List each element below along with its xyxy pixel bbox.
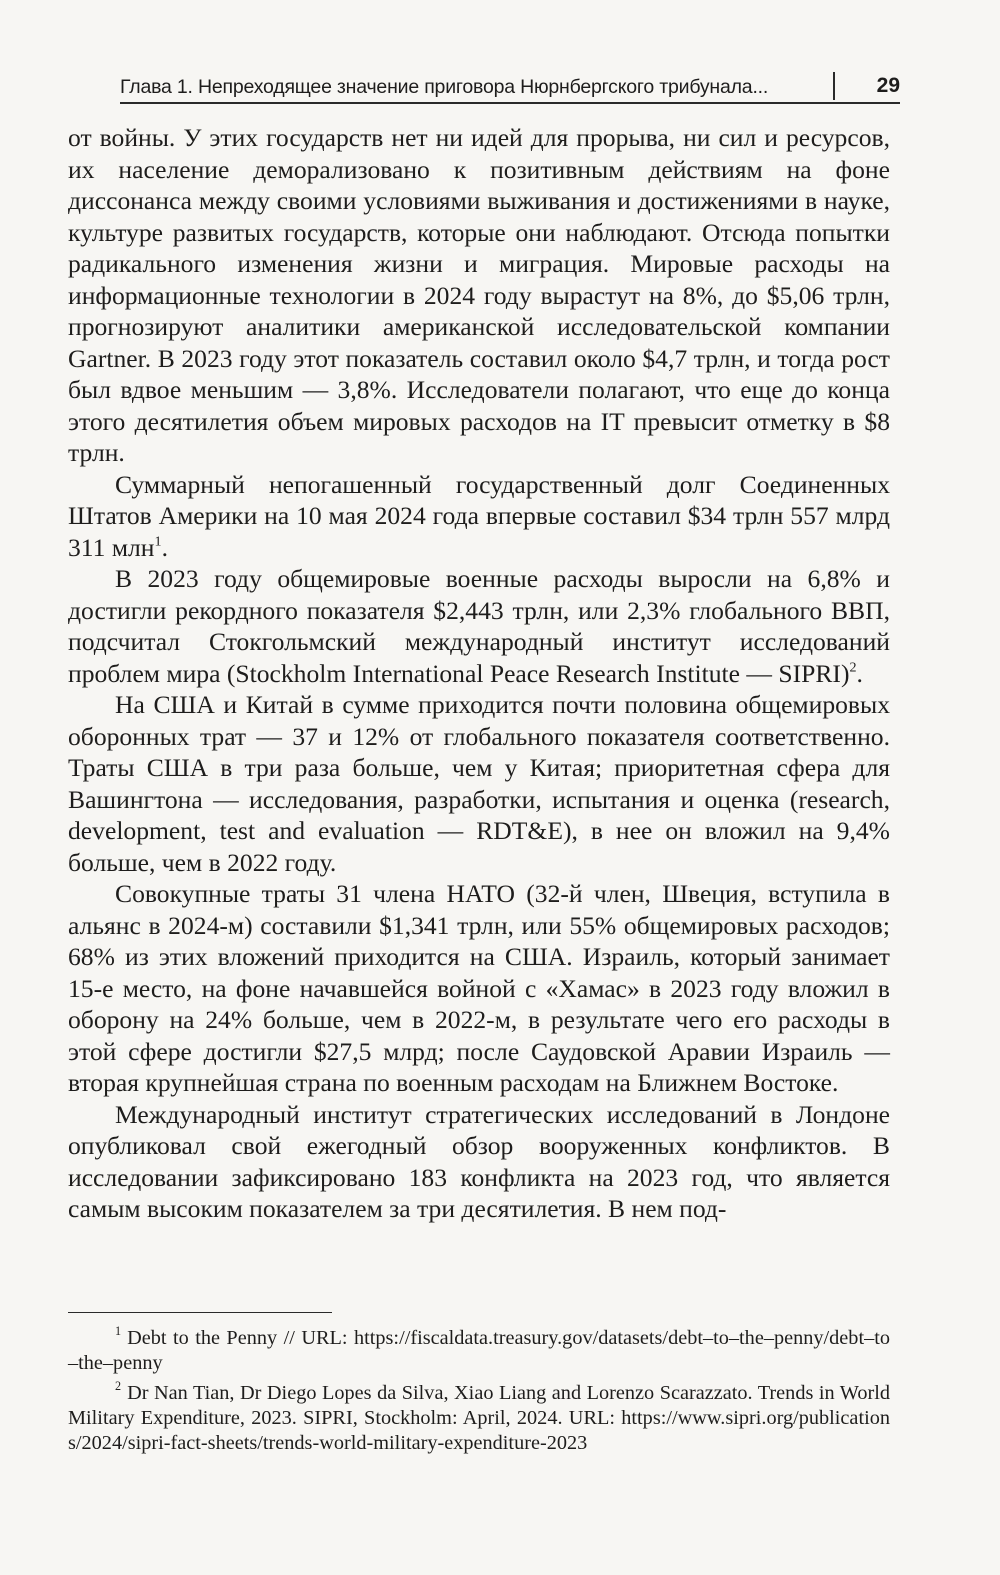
paragraph-5: Совокупные траты 31 члена НАТО (32-й член, Швеция, вступила в альянс в 2024-м) составили $1,341 трлн, или 55% общемировых расходов; 68% из этих вложений приходится на США. Израиль, который занимает 15-е место, на фоне начавшейся войной с «Хамас» в 2023 году вложил в оборону на 24% больше, чем в 2022-м, в результате чего его расходы в этой сфере достигли $27,5 млрд; после Саудовской Аравии Израиль — вторая крупнейшая страна по военным расходам на Ближнем Востоке. (68, 879, 890, 1097)
footnote-divider (68, 1312, 332, 1313)
paragraph-2-text: Суммарный непогашенный государственный долг Соединенных Штатов Америки на 10 мая 2024 года впервые составил $34 трлн 557 млрд 311 млн (68, 469, 890, 562)
footnote-1-number: 1 (115, 1324, 122, 1339)
paragraph-2-end: . (161, 532, 168, 562)
footnote-ref-2[interactable]: 2 (849, 658, 857, 675)
paragraph-3-end: . (856, 658, 863, 688)
footnote-2 (68, 1381, 890, 1456)
footnote-1-text: Debt to the Penny // URL: https://fiscaldata.treasury.gov/datasets/debt–to–the–penny/debt–to–the–penny (68, 1327, 890, 1374)
chapter-title: Глава 1. Непреходящее значение приговора Нюрнбергского трибунала... (120, 76, 769, 98)
footnote-1 (68, 1326, 890, 1376)
header-separator (833, 72, 835, 100)
paragraph-2 (68, 469, 890, 564)
footnote-2-number: 2 (115, 1379, 122, 1394)
footnote-2-text: Dr Nan Tian, Dr Diego Lopes da Silva, Xiao Liang and Lorenzo Scarazzato. Trends in World Military Expenditure, 2023. SIPRI, Stockholm: April, 2024. URL: https://www.sipri.org/publications/2024/sipri-fact-sheets/trends-world-military-expenditure-2023 (68, 1382, 890, 1454)
footnote-ref-1[interactable]: 1 (154, 532, 162, 549)
paragraph-3-text: В 2023 году общемировые военные расходы выросли на 6,8% и достигли рекордного показателя $2,443 трлн, или 2,3% глобального ВВП, подсчитал Стокгольмский международный институт исследований проблем мира (Stockholm International Peace Research Institute — SIPRI) (68, 564, 890, 688)
paragraph-1: от войны. У этих государств нет ни идей для прорыва, ни сил и ресурсов, их население деморализовано к позитивным действиям на фоне диссонанса между своими условиями выживания и достижениями в науке, культуре развитых государств, которые они наблюдают. Отсюда попытки радикального изменения жизни и миграция. Мировые расходы на информационные технологии в 2024 году вырастут на 8%, до $5,06 трлн, прогнозируют аналитики американской исследовательской компании Gartner. В 2023 году этот показатель составил около $4,7 трлн, и тогда рост был вдвое меньшим — 3,8%. Исследователи полагают, что еще до конца этого десятилетия объем мировых расходов на IT превысит отметку в $8 трлн. (68, 123, 890, 467)
paragraph-3 (68, 563, 890, 689)
running-header (120, 60, 900, 104)
main-text (68, 122, 890, 1225)
footnotes (68, 1326, 890, 1461)
paragraph-4: На США и Китай в сумме приходится почти половина общемировых оборонных трат — 37 и 12% от глобального показателя соответственно. Траты США в три раза больше, чем у Китая; приоритетная сфера для Вашингтона — исследования, разработки, испытания и оценка (research, development, test and evaluation — RDT&E), в нее он вложил на 9,4% больше, чем в 2022 году. (68, 690, 890, 877)
page-number: 29 (876, 74, 900, 97)
paragraph-6: Международный институт стратегических исследований в Лондоне опубликовал свой ежегодный обзор вооруженных конфликтов. В исследовании зафиксировано 183 конфликта на 2023 год, что является самым высоким показателем за три десятилетия. В нем под- (68, 1099, 890, 1223)
